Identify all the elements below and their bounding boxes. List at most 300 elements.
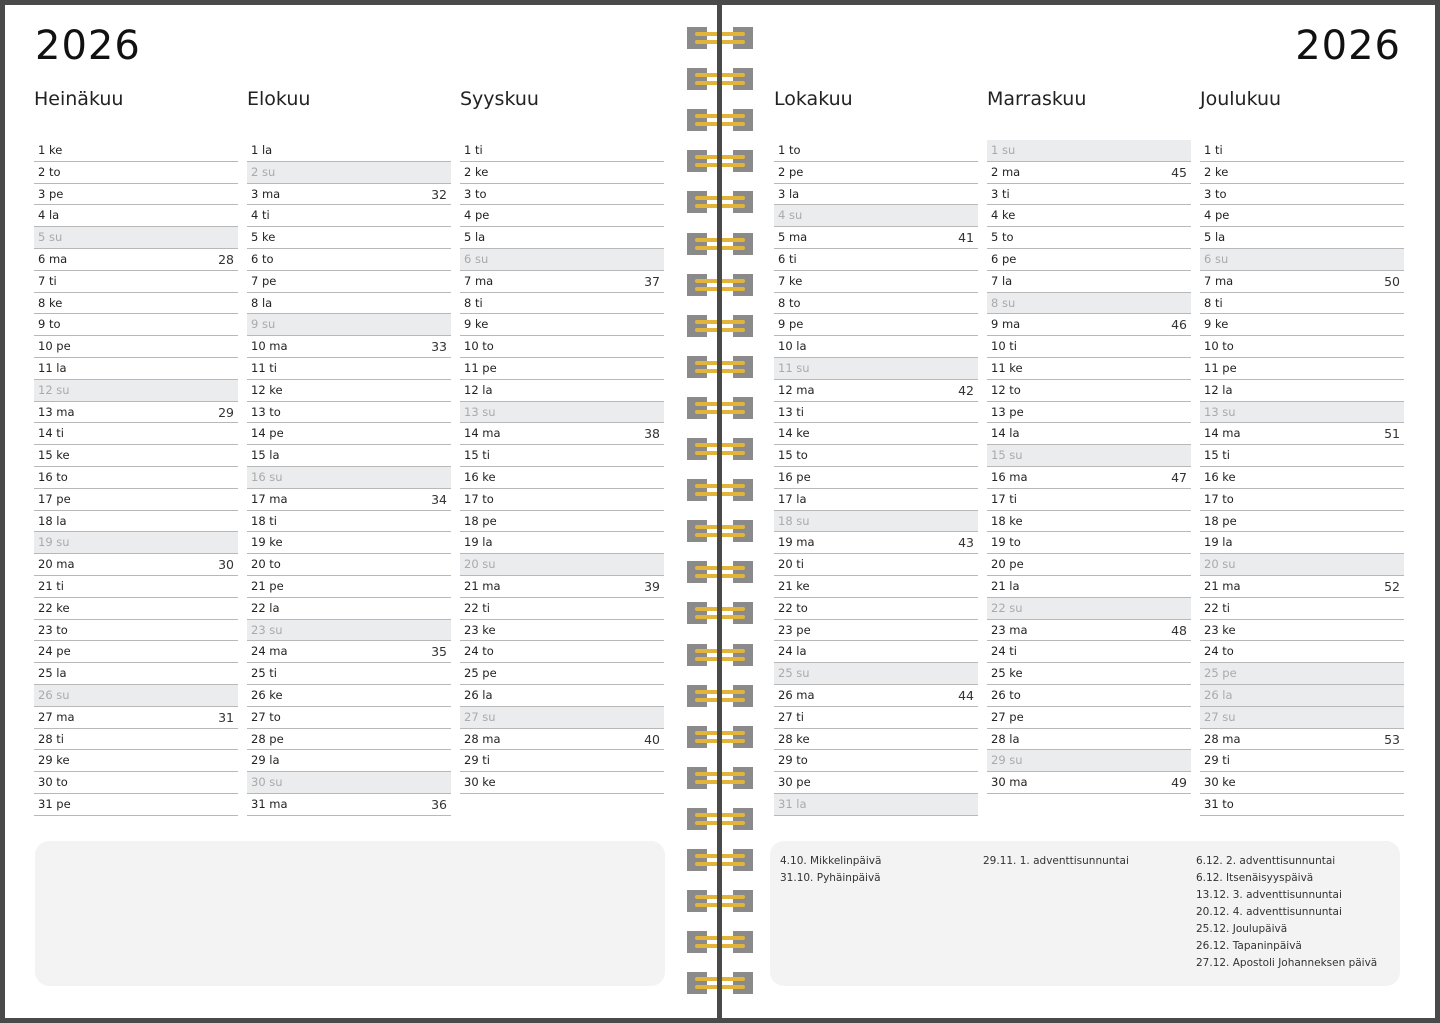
day-row[interactable]: [247, 620, 451, 642]
day-label: 17 ma: [251, 491, 288, 506]
day-label: 17 to: [1204, 491, 1234, 506]
day-label: 1 la: [251, 143, 273, 157]
day-row[interactable]: [460, 162, 664, 184]
day-row[interactable]: [247, 467, 451, 489]
day-row[interactable]: [34, 794, 238, 816]
day-row[interactable]: [34, 336, 238, 358]
day-row[interactable]: [34, 423, 238, 445]
day-row[interactable]: [1200, 293, 1404, 315]
day-row[interactable]: [987, 184, 1191, 206]
day-label: 18 pe: [464, 513, 497, 528]
day-label: 22 ti: [1204, 600, 1230, 615]
spiral-ring-icon: [687, 685, 753, 707]
day-row[interactable]: [247, 205, 451, 227]
day-row[interactable]: [34, 598, 238, 620]
day-label: 22 ti: [464, 600, 490, 615]
day-row[interactable]: [1200, 271, 1404, 293]
day-label: 26 su: [38, 687, 70, 702]
day-row[interactable]: [247, 402, 451, 424]
week-number: 30: [218, 557, 234, 573]
day-label: 23 to: [38, 622, 68, 637]
year-label-right: 2026: [1295, 23, 1401, 69]
day-row[interactable]: [774, 511, 978, 533]
day-row[interactable]: [247, 532, 451, 554]
day-label: 16 pe: [778, 469, 811, 484]
day-label: 12 to: [991, 382, 1021, 397]
day-label: 10 ma: [251, 339, 288, 354]
day-row[interactable]: [1200, 467, 1404, 489]
day-row[interactable]: [34, 467, 238, 489]
spiral-ring-icon: [687, 191, 753, 213]
day-row[interactable]: [774, 750, 978, 772]
day-row[interactable]: [987, 380, 1191, 402]
day-label: 1 ke: [38, 143, 63, 157]
day-row[interactable]: [34, 249, 238, 271]
day-label: 15 ti: [1204, 448, 1230, 463]
day-label: 19 su: [38, 535, 70, 550]
day-label: 31 to: [1204, 796, 1234, 811]
day-row[interactable]: [987, 227, 1191, 249]
day-label: 14 ma: [464, 426, 501, 441]
day-label: 7 pe: [251, 273, 277, 288]
day-label: 9 to: [38, 317, 61, 332]
day-label: 11 la: [38, 360, 67, 375]
day-row[interactable]: [987, 729, 1191, 751]
day-row[interactable]: [774, 620, 978, 642]
day-row[interactable]: [987, 620, 1191, 642]
day-row[interactable]: [460, 205, 664, 227]
day-row[interactable]: [774, 423, 978, 445]
day-row[interactable]: [247, 707, 451, 729]
day-row[interactable]: [460, 532, 664, 554]
day-label: 12 la: [464, 382, 493, 397]
day-row[interactable]: [247, 641, 451, 663]
day-row[interactable]: [247, 227, 451, 249]
day-row[interactable]: [987, 598, 1191, 620]
day-row[interactable]: [1200, 620, 1404, 642]
day-label: 24 to: [1204, 644, 1234, 659]
day-row[interactable]: [774, 249, 978, 271]
day-row[interactable]: [34, 380, 238, 402]
day-label: 31 pe: [38, 796, 71, 811]
day-row[interactable]: [987, 663, 1191, 685]
day-row[interactable]: [774, 489, 978, 511]
day-row[interactable]: [1200, 576, 1404, 598]
day-row[interactable]: [247, 598, 451, 620]
day-row[interactable]: [247, 140, 451, 162]
day-row[interactable]: [460, 336, 664, 358]
day-row[interactable]: [774, 663, 978, 685]
week-number: 39: [644, 578, 660, 594]
day-label: 24 ma: [251, 644, 288, 659]
day-row[interactable]: [1200, 532, 1404, 554]
spiral-ring-icon: [687, 479, 753, 501]
day-label: 22 ke: [38, 600, 70, 615]
day-label: 9 su: [251, 317, 276, 332]
day-row[interactable]: [34, 402, 238, 424]
day-row[interactable]: [34, 271, 238, 293]
day-row[interactable]: [34, 554, 238, 576]
day-row[interactable]: [460, 184, 664, 206]
day-row[interactable]: [987, 576, 1191, 598]
day-row[interactable]: [1200, 598, 1404, 620]
day-label: 21 ma: [1204, 578, 1241, 593]
day-label: 15 to: [778, 448, 808, 463]
day-row[interactable]: [774, 467, 978, 489]
day-row[interactable]: [1200, 489, 1404, 511]
week-number: 29: [218, 404, 234, 420]
day-label: 13 to: [251, 404, 281, 419]
day-row[interactable]: [247, 663, 451, 685]
day-label: 29 ke: [38, 753, 70, 768]
day-label: 21 pe: [251, 578, 284, 593]
day-row[interactable]: [34, 358, 238, 380]
day-row[interactable]: [34, 532, 238, 554]
day-label: 31 la: [778, 796, 807, 811]
day-row[interactable]: [774, 554, 978, 576]
day-row[interactable]: [774, 162, 978, 184]
day-row[interactable]: [460, 314, 664, 336]
day-row[interactable]: [1200, 227, 1404, 249]
day-row[interactable]: [247, 336, 451, 358]
day-label: 17 ti: [991, 491, 1017, 506]
day-row[interactable]: [774, 336, 978, 358]
day-label: 28 pe: [251, 731, 284, 746]
day-row[interactable]: [460, 467, 664, 489]
week-number: 28: [218, 251, 234, 267]
day-row[interactable]: [1200, 249, 1404, 271]
week-number: 34: [431, 491, 447, 507]
spiral-ring-icon: [687, 808, 753, 830]
day-row[interactable]: [987, 707, 1191, 729]
day-row[interactable]: [1200, 554, 1404, 576]
day-row[interactable]: [34, 293, 238, 315]
day-label: 17 la: [778, 491, 807, 506]
day-row[interactable]: [774, 598, 978, 620]
day-row[interactable]: [34, 445, 238, 467]
day-row[interactable]: [987, 489, 1191, 511]
day-row[interactable]: [247, 380, 451, 402]
day-label: 12 su: [38, 382, 70, 397]
day-row[interactable]: [34, 184, 238, 206]
day-label: 20 to: [251, 557, 281, 572]
day-label: 29 ti: [1204, 753, 1230, 768]
spiral-ring-icon: [687, 602, 753, 624]
spiral-ring-icon: [687, 972, 753, 994]
day-label: 27 ma: [38, 709, 75, 724]
day-row[interactable]: [987, 532, 1191, 554]
day-row[interactable]: [247, 554, 451, 576]
holiday-item: 27.12. Apostoli Johanneksen päivä: [1196, 957, 1378, 969]
day-row[interactable]: [34, 641, 238, 663]
day-label: 25 pe: [464, 666, 497, 681]
day-label: 20 pe: [991, 557, 1024, 572]
day-row[interactable]: [460, 402, 664, 424]
month-column: [247, 88, 451, 812]
day-row[interactable]: [247, 685, 451, 707]
day-row[interactable]: [774, 358, 978, 380]
spiral-ring-icon: [687, 27, 753, 49]
day-row[interactable]: [460, 140, 664, 162]
month-title: Elokuu: [247, 88, 311, 110]
day-row[interactable]: [34, 620, 238, 642]
day-row[interactable]: [1200, 402, 1404, 424]
day-label: 19 ke: [251, 535, 283, 550]
day-row[interactable]: [987, 772, 1191, 794]
day-row[interactable]: [460, 249, 664, 271]
day-label: 14 ke: [778, 426, 810, 441]
day-row[interactable]: [247, 445, 451, 467]
day-row[interactable]: [1200, 184, 1404, 206]
day-label: 29 su: [991, 753, 1023, 768]
day-label: 7 ma: [464, 273, 494, 288]
day-row[interactable]: [247, 511, 451, 533]
day-label: 18 pe: [1204, 513, 1237, 528]
day-label: 26 la: [1204, 687, 1233, 702]
day-label: 30 to: [38, 775, 68, 790]
day-row[interactable]: [247, 489, 451, 511]
day-row[interactable]: [460, 772, 664, 794]
day-row[interactable]: [987, 205, 1191, 227]
day-label: 29 ti: [464, 753, 490, 768]
day-row[interactable]: [460, 554, 664, 576]
day-row[interactable]: [460, 271, 664, 293]
day-row[interactable]: [1200, 380, 1404, 402]
day-label: 11 pe: [464, 360, 497, 375]
day-label: 11 su: [778, 360, 810, 375]
day-row[interactable]: [987, 293, 1191, 315]
month-title: Heinäkuu: [34, 88, 124, 110]
day-row[interactable]: [987, 423, 1191, 445]
day-row[interactable]: [34, 750, 238, 772]
day-row[interactable]: [987, 467, 1191, 489]
day-label: 10 pe: [38, 339, 71, 354]
day-row[interactable]: [1200, 336, 1404, 358]
day-row[interactable]: [987, 358, 1191, 380]
day-label: 26 ma: [778, 687, 815, 702]
day-label: 30 pe: [778, 775, 811, 790]
month-column: [34, 88, 238, 811]
week-number: 48: [1171, 622, 1187, 638]
day-row[interactable]: [247, 184, 451, 206]
day-row[interactable]: [1200, 663, 1404, 685]
day-label: 26 to: [991, 687, 1021, 702]
day-row[interactable]: [247, 750, 451, 772]
day-label: 4 pe: [464, 208, 490, 223]
day-label: 27 ti: [778, 709, 804, 724]
day-row[interactable]: [34, 162, 238, 184]
day-label: 23 pe: [778, 622, 811, 637]
day-row[interactable]: [774, 532, 978, 554]
day-label: 16 to: [38, 469, 68, 484]
day-label: 7 ma: [1204, 273, 1234, 288]
day-row[interactable]: [34, 772, 238, 794]
day-row[interactable]: [987, 402, 1191, 424]
day-row[interactable]: [460, 489, 664, 511]
day-label: 6 to: [251, 251, 274, 266]
day-row[interactable]: [247, 271, 451, 293]
day-row[interactable]: [987, 336, 1191, 358]
day-row[interactable]: [34, 663, 238, 685]
day-row[interactable]: [987, 511, 1191, 533]
day-row[interactable]: [34, 707, 238, 729]
day-row[interactable]: [774, 293, 978, 315]
week-number: 49: [1171, 775, 1187, 791]
day-label: 13 pe: [991, 404, 1024, 419]
day-row[interactable]: [460, 227, 664, 249]
day-row[interactable]: [987, 445, 1191, 467]
day-list: [774, 140, 978, 816]
day-row[interactable]: [460, 576, 664, 598]
holidays-box: [770, 841, 1400, 986]
day-row[interactable]: [1200, 511, 1404, 533]
day-row[interactable]: [460, 685, 664, 707]
day-label: 7 ke: [778, 273, 803, 288]
day-row[interactable]: [247, 423, 451, 445]
day-row[interactable]: [460, 641, 664, 663]
day-label: 29 to: [778, 753, 808, 768]
day-row[interactable]: [774, 227, 978, 249]
day-row[interactable]: [247, 576, 451, 598]
day-row[interactable]: [987, 140, 1191, 162]
day-row[interactable]: [460, 707, 664, 729]
day-row[interactable]: [460, 358, 664, 380]
day-row[interactable]: [34, 576, 238, 598]
day-label: 3 to: [1204, 186, 1227, 201]
spiral-ring-icon: [687, 644, 753, 666]
notes-box-left[interactable]: [35, 841, 665, 986]
day-row[interactable]: [460, 598, 664, 620]
day-label: 24 to: [464, 644, 494, 659]
day-label: 22 su: [991, 600, 1023, 615]
holidays-october: [780, 853, 881, 887]
holiday-item: 4.10. Mikkelinpäivä: [780, 855, 882, 867]
day-label: 14 ma: [1204, 426, 1241, 441]
holiday-item: 26.12. Tapaninpäivä: [1196, 940, 1302, 952]
day-row[interactable]: [774, 184, 978, 206]
day-row[interactable]: [34, 511, 238, 533]
day-row[interactable]: [34, 205, 238, 227]
day-label: 28 ti: [38, 731, 64, 746]
day-row[interactable]: [987, 162, 1191, 184]
day-row[interactable]: [774, 641, 978, 663]
day-row[interactable]: [34, 227, 238, 249]
holidays-november: [983, 853, 1129, 870]
day-row[interactable]: [1200, 685, 1404, 707]
day-row[interactable]: [1200, 641, 1404, 663]
day-row[interactable]: [247, 358, 451, 380]
day-row[interactable]: [247, 794, 451, 816]
day-row[interactable]: [34, 685, 238, 707]
day-row[interactable]: [774, 576, 978, 598]
day-row[interactable]: [247, 314, 451, 336]
day-label: 9 pe: [778, 317, 804, 332]
day-row[interactable]: [460, 750, 664, 772]
spiral-ring-icon: [687, 726, 753, 748]
day-row[interactable]: [247, 293, 451, 315]
day-row[interactable]: [1200, 162, 1404, 184]
day-row[interactable]: [460, 423, 664, 445]
day-row[interactable]: [774, 772, 978, 794]
day-row[interactable]: [460, 620, 664, 642]
day-row[interactable]: [460, 293, 664, 315]
day-row[interactable]: [1200, 358, 1404, 380]
spiral-ring-icon: [687, 890, 753, 912]
day-row[interactable]: [774, 140, 978, 162]
day-label: 6 ti: [778, 251, 797, 266]
day-row[interactable]: [247, 162, 451, 184]
day-row[interactable]: [460, 380, 664, 402]
spiral-ring-icon: [687, 931, 753, 953]
day-row[interactable]: [247, 249, 451, 271]
day-row[interactable]: [774, 794, 978, 816]
day-row[interactable]: [987, 750, 1191, 772]
day-label: 20 ti: [778, 557, 804, 572]
day-row[interactable]: [460, 445, 664, 467]
day-row[interactable]: [1200, 772, 1404, 794]
day-row[interactable]: [1200, 314, 1404, 336]
day-row[interactable]: [34, 489, 238, 511]
day-label: 27 su: [464, 709, 496, 724]
day-row[interactable]: [987, 271, 1191, 293]
day-row[interactable]: [1200, 750, 1404, 772]
day-label: 29 la: [251, 753, 280, 768]
day-row[interactable]: [460, 663, 664, 685]
day-row[interactable]: [987, 554, 1191, 576]
day-row[interactable]: [247, 772, 451, 794]
day-label: 30 ma: [991, 775, 1028, 790]
day-row[interactable]: [987, 641, 1191, 663]
week-number: 46: [1171, 317, 1187, 333]
day-row[interactable]: [987, 249, 1191, 271]
month-column: [987, 88, 1191, 791]
day-row[interactable]: [1200, 445, 1404, 467]
spiral-ring-icon: [687, 315, 753, 337]
day-row[interactable]: [774, 205, 978, 227]
day-row[interactable]: [34, 314, 238, 336]
day-row[interactable]: [774, 445, 978, 467]
day-label: 5 ke: [251, 230, 276, 245]
day-row[interactable]: [774, 271, 978, 293]
day-label: 1 ti: [1204, 143, 1223, 157]
day-row[interactable]: [774, 729, 978, 751]
day-row[interactable]: [247, 729, 451, 751]
day-row[interactable]: [1200, 423, 1404, 445]
day-row[interactable]: [34, 140, 238, 162]
day-row[interactable]: [987, 314, 1191, 336]
day-row[interactable]: [774, 380, 978, 402]
day-row[interactable]: [987, 685, 1191, 707]
day-label: 9 ma: [991, 317, 1021, 332]
day-row[interactable]: [1200, 707, 1404, 729]
day-row[interactable]: [1200, 729, 1404, 751]
day-row[interactable]: [1200, 794, 1404, 816]
year-label-left: 2026: [35, 23, 141, 69]
day-row[interactable]: [774, 402, 978, 424]
day-row[interactable]: [460, 729, 664, 751]
day-label: 5 la: [1204, 230, 1226, 245]
day-row[interactable]: [774, 685, 978, 707]
day-label: 5 to: [991, 230, 1014, 245]
day-row[interactable]: [1200, 205, 1404, 227]
day-label: 11 ke: [991, 360, 1023, 375]
day-label: 19 to: [991, 535, 1021, 550]
day-row[interactable]: [1200, 140, 1404, 162]
day-row[interactable]: [34, 729, 238, 751]
day-row[interactable]: [774, 314, 978, 336]
day-row[interactable]: [460, 511, 664, 533]
day-row[interactable]: [774, 707, 978, 729]
